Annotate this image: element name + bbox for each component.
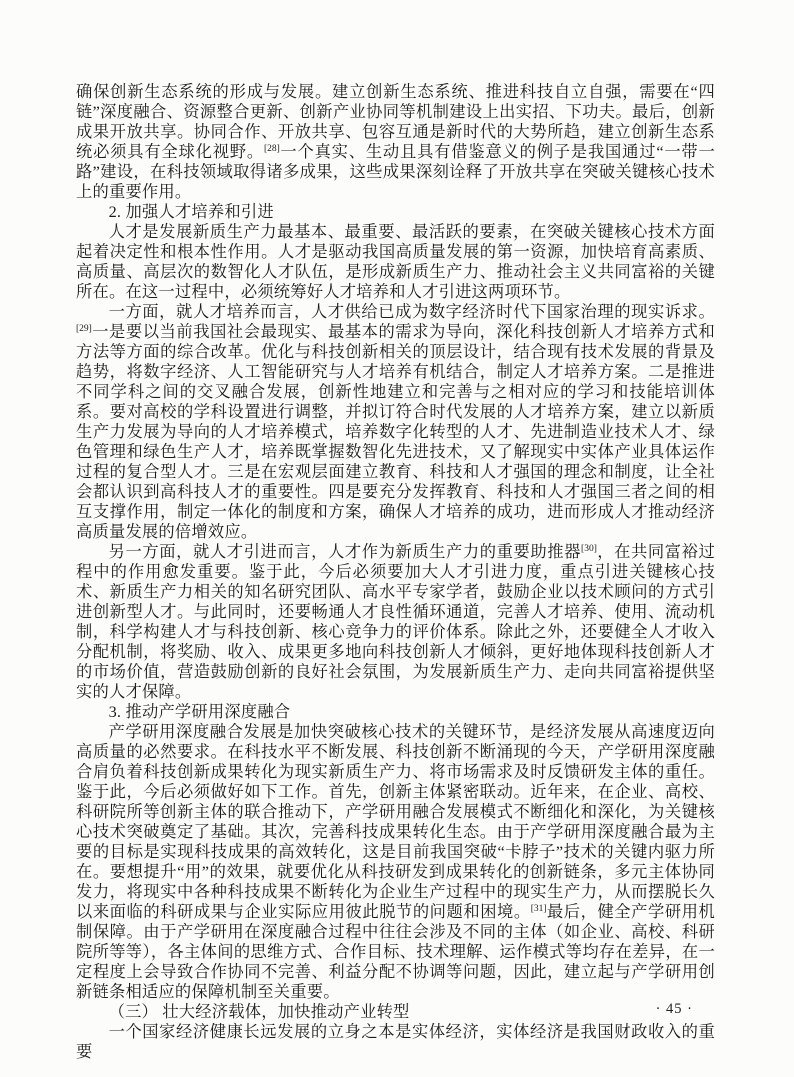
body-paragraph [76,1022,715,1062]
text-run: 确保创新生态系统的形成与发展。建立创新生态系统、推进科技自立自强，需要在“四链”深度融合、资源整合更新、创新产业协同等机制建设上出实招、下功夫。最后，创新成果开放共享。协同合作、开放共享、包容互通是新时代的大势所趋，建立创新生态系统必须具有全球化视野。 [76,82,715,161]
section-heading [76,202,715,222]
text-run: ，在共同富裕过程中的作用愈发重要。鉴于此，今后必须要加大人才引进力度，重点引进关键核心技术、新质生产力相关的知名研究团队、高水平专家学者，鼓励企业以技术顾问的方式引进创新型人才。与此同时，还要畅通人才良性循环通道，完善人才培养、使用、流动机制，科学构建人才与科技创新、核心竞争力的评价体系。除此之外，还要健全人才收入分配机制，将奖励、收入、成果更多地向科技创新人才倾斜，更好地体现科技创新人才的市场价值，营造鼓励创新的良好社会氛围，为发展新质生产力、走向共同富裕提供坚实的人才保障。 [76,542,715,701]
body-paragraph [76,82,715,202]
section-heading [76,702,715,722]
text-run: 一个真实、生动且具有借鉴意义的例子是我国通过“一带一路”建设，在科技领域取得诸多成果，这些成果深刻诠释了开放共享在突破关键核心技术上的重要作用。 [76,142,716,201]
citation-ref: [31] [530,904,547,914]
text-run: 最后，健全产学研用机制保障。由于产学研用在深度融合过程中往往会涉及不同的主体（如企业、高校、科研院所等等），各主体间的思维方式、合作目标、技术理解、运作模式等均存在差异，在一定程度上会导致合作协同不完善、利益分配不协调等问题，因此，建立起与产学研用创新链条相适应的保障机制至关重要。 [76,902,715,1001]
citation-ref: [30] [581,544,597,554]
page-body-text [76,82,715,1062]
text-run: 一是要以当前我国社会最现实、最基本的需求为导向，深化科技创新人才培养方式和方法等方面的综合改革。优化与科技创新相关的顶层设计，结合现有技术发展的背景及趋势，将数字经济、人工智能研究与人才培养有机结合，制定人才培养方案。二是推进不同学科之间的交叉融合发展，创新性地建立和完善与之相对应的学习和技能培训体系。要对高校的学科设置进行调整，并拟订符合时代发展的人才培养方案，建立以新质生产力发展为导向的人才培养模式，培养数字化转型的人才、先进制造业技术人才、绿色管理和绿色生产人才，培养既掌握数智化先进技术，又了解现实中实体产业具体运作过程的复合型人才。三是在宏观层面建立教育、科技和人才强国的理念和制度，让全社会都认识到高科技人才的重要性。四是要充分发挥教育、科技和人才强国三者之间的相互支撑作用，制定一体化的制度和方案，确保人才培养的成功，进而形成人才推动经济高质量发展的倍增效应。 [76,322,715,541]
text-run: 人才是发展新质生产力最基本、最重要、最活跃的要素，在突破关键核心技术方面起着决定性和根本性作用。人才是驱动我国高质量发展的第一资源，加快培育高素质、高质量、高层次的数智化人才队伍，是形成新质生产力、推动社会主义共同富裕的关键所在。在这一过程中，必须统筹好人才培养和人才引进这两项环节。 [76,222,715,301]
text-run: 一方面，就人才培养而言，人才供给已成为数字经济时代下国家治理的现实诉求。 [108,302,715,321]
text-run: 产学研用深度融合发展是加快突破核心技术的关键环节，是经济发展从高速度迈向高质量的必然要求。在科技水平不断发展、科技创新不断涌现的今天，产学研用深度融合肩负着科技创新成果转化为现实新质生产力、将市场需求及时反馈研发主体的重任。鉴于此，今后必须做好如下工作。首先，创新主体紧密联动。近年来，在企业、高校、科研院所等创新主体的联合推动下，产学研用融合发展模式不断细化和深化，为关键核心技术突破奠定了基础。其次，完善科技成果转化生态。由于产学研用深度融合最为主要的目标是实现科技成果的高效转化，这是目前我国突破“卡脖子”技术的关键内驱力所在。要想提升“用”的效果，就要优化从科技研发到成果转化的创新链条，多元主体协同发力，将现实中各种科技成果不断转化为企业生产过程中的现实生产力，从而摆脱长久以来面临的科研成果与企业实际应用彼此脱节的问题和困境。 [76,722,715,921]
text-run: 3. 推动产学研用深度融合 [108,702,291,721]
body-paragraph [76,542,715,702]
text-run: 2. 加强人才培养和引进 [108,202,274,221]
body-paragraph [76,722,715,1002]
page-number: · 45 · [655,1001,693,1017]
text-run: 另一方面，就人才引进而言，人才作为新质生产力的重要助推器 [108,542,582,561]
text-run: （三） 壮大经济载体，加快推动产业转型 [108,1002,410,1021]
citation-ref: [29] [76,324,92,334]
citation-ref: [28] [263,144,280,154]
text-run: 一个国家经济健康长远发展的立身之本是实体经济，实体经济是我国财政收入的重要 [76,1022,715,1061]
body-paragraph [76,222,715,302]
body-paragraph [76,302,715,542]
